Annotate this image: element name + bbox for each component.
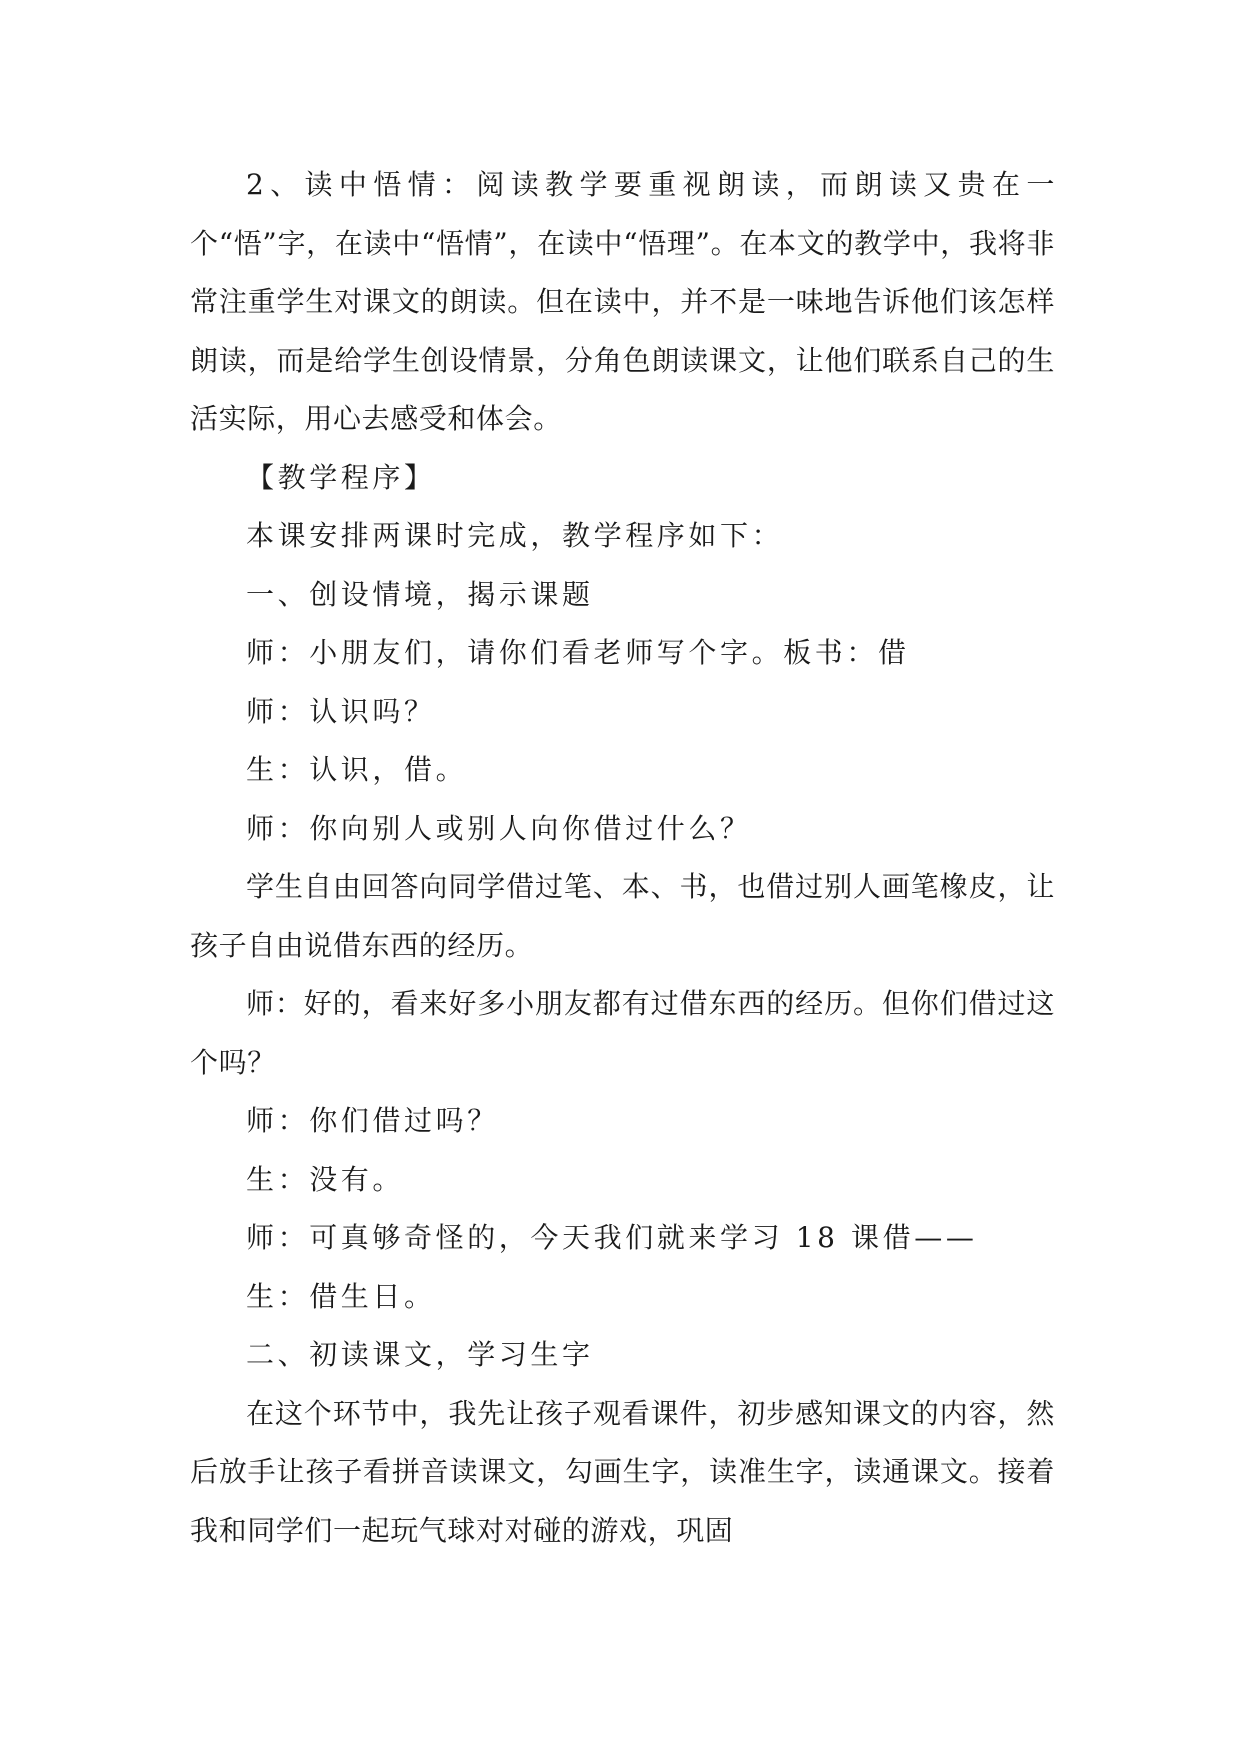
section-heading: 一、创设情境，揭示课题	[246, 577, 594, 611]
dialogue-line: 生：没有。	[246, 1162, 405, 1196]
section-heading: 二、初读课文，学习生字	[246, 1338, 594, 1371]
paragraph-reading-method: 2、读中悟情：阅读教学要重视朗读，而朗读又贵在一个“悟”字，在读中“悟情”，在读中“悟理”。在本文的教学中，我将非常注重学生对课文的朗读。但在读中，并不是一味地告诉他们该怎样朗读，而是给学生创设情景，分角色朗读课文，让他们联系自己的生活实际，用心去感受和体会。	[190, 168, 1055, 435]
dialogue-line: 师：你们借过吗？	[246, 1104, 499, 1137]
dialogue-line: 师：好的，看来好多小朋友都有过借东西的经历。但你们借过这个吗？	[190, 987, 1055, 1079]
dialogue-line: 师：小朋友们，请你们看老师写个字。板书：借	[246, 636, 910, 669]
dialogue-line: 生：借生日。	[246, 1279, 436, 1313]
dialogue-line: 师：认识吗？	[246, 694, 436, 728]
paragraph: 学生自由回答向同学借过笔、本、书，也借过别人画笔橡皮，让孩子自由说借东西的经历。	[190, 870, 1055, 962]
section-heading-teaching-procedure: 【教学程序】	[246, 460, 436, 494]
document-body	[190, 156, 1055, 1560]
dialogue-line: 师：你向别人或别人向你借过什么？	[246, 811, 752, 845]
dialogue-line: 生：认识，借。	[246, 753, 468, 786]
paragraph: 本课安排两课时完成，教学程序如下：	[246, 519, 784, 552]
paragraph: 在这个环节中，我先让孩子观看课件，初步感知课文的内容，然后放手让孩子看拼音读课文，勾画生字，读准生字，读通课文。接着我和同学们一起玩气球对对碰的游戏，巩固	[190, 1396, 1055, 1547]
dialogue-line: 师：可真够奇怪的，今天我们就来学习 18 课借——	[246, 1221, 978, 1254]
